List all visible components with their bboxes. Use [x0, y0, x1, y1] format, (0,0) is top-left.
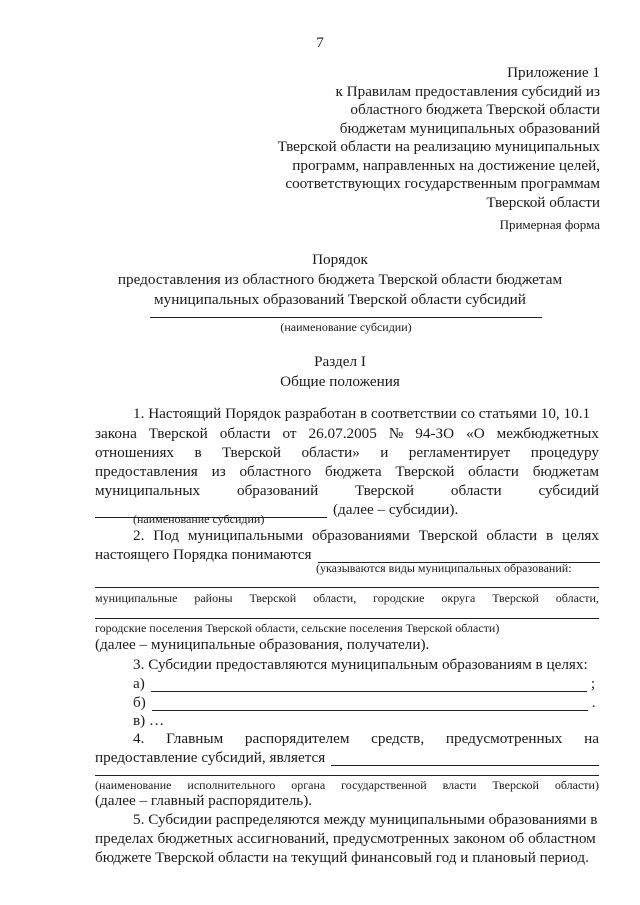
- p1-line: закона Тверской области от 26.07.2005 № 94-ЗО «О межбюджетных: [95, 425, 599, 442]
- purpose-a-blank[interactable]: [151, 678, 587, 692]
- appendix-line: Тверской области на реализацию муниципальных: [277, 138, 600, 155]
- page-number: 7: [316, 34, 324, 51]
- p1-line: (далее – субсидии).: [95, 501, 458, 518]
- p2-line: (далее – муниципальные образования, получатели).: [95, 636, 430, 653]
- p4-line: предоставление субсидий, является: [95, 749, 599, 766]
- section-heading: [40, 352, 640, 392]
- title-line: Порядок: [312, 251, 368, 268]
- subsidy-name-blank[interactable]: [150, 316, 542, 318]
- appendix-line: к Правилам предоставления субсидий из: [335, 82, 600, 100]
- purpose-b-blank[interactable]: [152, 697, 588, 711]
- section-name: Общие положения: [280, 373, 400, 390]
- appendix-line: соответствующих государственным программам: [285, 175, 600, 192]
- appendix-line: Приложение 1: [507, 64, 600, 81]
- appendix-line: Тверской области: [486, 193, 600, 211]
- section-number: Раздел I: [314, 353, 366, 370]
- municipality-types-caption: муниципальные районы Тверской области, городские округа Тверской области,: [95, 591, 599, 605]
- p2-line: настоящего Порядка понимаются: [95, 546, 600, 563]
- form-type-label: Примерная форма: [499, 217, 600, 232]
- subsidy-name-caption: (наименование субсидии): [133, 512, 265, 526]
- municipality-types-blank[interactable]: [95, 617, 599, 619]
- executive-body-caption: (наименование исполнительного органа государственной власти Тверской области): [95, 778, 599, 792]
- p1-line: 1. Настоящий Порядок разработан в соответствии со статьями 10, 10.1: [133, 405, 591, 422]
- executive-body-blank[interactable]: [331, 752, 599, 766]
- executive-body-blank[interactable]: [95, 774, 599, 776]
- municipality-types-blank[interactable]: [95, 586, 599, 588]
- title-line: муниципальных образований Тверской области субсидий: [154, 291, 526, 308]
- p4-line: (далее – главный распорядитель).: [95, 792, 313, 809]
- p1-line: муниципальных образований Тверской области субсидий: [95, 482, 599, 499]
- p5-line: 5. Субсидии распределяются между муниципальными образованиями в: [133, 811, 598, 828]
- document-title: [40, 250, 640, 310]
- p1-line: предоставления из областного бюджета Тверской области бюджетам: [95, 463, 599, 480]
- p5-line: бюджете Тверской области на текущий финансовый год и плановый период.: [95, 849, 589, 866]
- appendix-line: областного бюджета Тверской области: [350, 101, 600, 118]
- p2-line: 2. Под муниципальными образованиями Тверской области в целях: [133, 527, 599, 544]
- municipality-types-caption: (указываются виды муниципальных образований:: [316, 561, 572, 575]
- municipality-types-caption: городские поселения Тверской области, сельские поселения Тверской области): [95, 621, 500, 635]
- p3-item-c: в) …: [133, 712, 165, 729]
- appendix-line: бюджетам муниципальных образований: [339, 119, 600, 137]
- title-line: предоставления из областного бюджета Тверской области бюджетам: [117, 271, 563, 288]
- p3-intro: 3. Субсидии предоставляются муниципальным образованиям в целях:: [133, 656, 588, 673]
- p4-line: 4. Главным распорядителем средств, предусмотренных на: [133, 730, 599, 747]
- p5-line: пределах бюджетных ассигнований, предусмотренных законом об областном: [95, 830, 596, 847]
- appendix-header: [278, 64, 600, 212]
- subsidy-name-caption: (наименование субсидии): [280, 320, 412, 334]
- appendix-line: программ, направленных на достижение целей,: [292, 156, 600, 174]
- p3-item-a: а) ;: [133, 675, 596, 692]
- p3-item-b: б) .: [133, 694, 596, 711]
- p1-line: отношениях в Тверской области» и регламентирует процедуру: [95, 444, 599, 461]
